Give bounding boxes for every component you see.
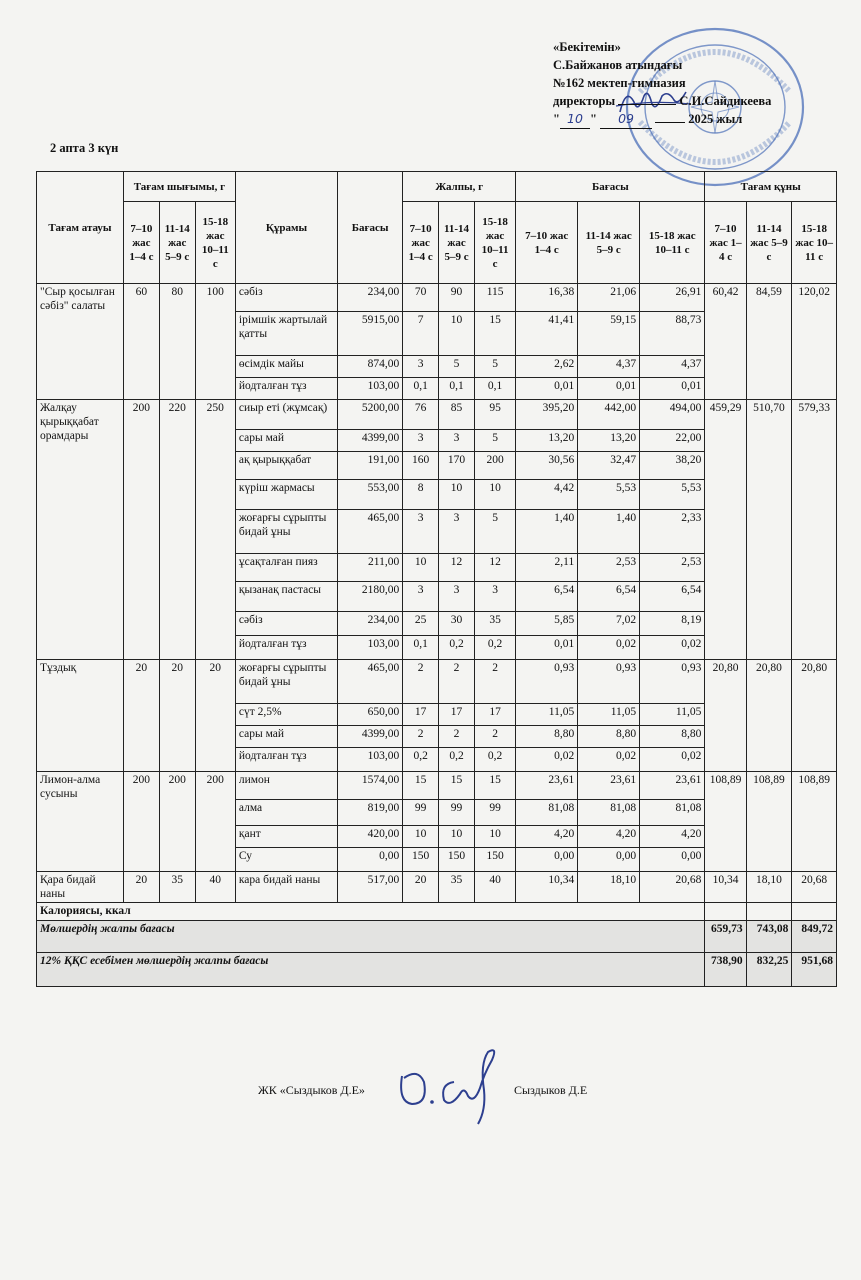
header-age: 7–10 жас 1–4 с bbox=[516, 202, 578, 284]
ingredient-cost: 0,93 bbox=[516, 660, 578, 704]
header-age: 15-18 жас 10–11 с bbox=[792, 202, 837, 284]
ingredient-cost: 26,91 bbox=[640, 284, 705, 312]
ingredient-row bbox=[37, 400, 837, 430]
approval-block bbox=[553, 38, 771, 129]
calories-label: Калориясы, ккал bbox=[37, 903, 705, 921]
header-cost: Бағасы bbox=[516, 172, 705, 202]
ingredient-price: 517,00 bbox=[338, 872, 403, 903]
ingredient-cost: 8,80 bbox=[516, 726, 578, 748]
ingredient-name: жоғарғы сұрыпты бидай ұны bbox=[235, 510, 337, 554]
header-age: 15-18 жас 10–11 с bbox=[474, 202, 515, 284]
ingredient-cost: 38,20 bbox=[640, 452, 705, 480]
ingredient-price: 5915,00 bbox=[338, 312, 403, 356]
ingredient-cost: 81,08 bbox=[578, 800, 640, 826]
dish-value: 20,68 bbox=[792, 872, 837, 903]
ingredient-grams: 10 bbox=[474, 480, 515, 510]
ingredient-cost: 0,02 bbox=[578, 748, 640, 772]
ingredient-grams: 70 bbox=[403, 284, 439, 312]
ingredient-grams: 15 bbox=[403, 772, 439, 800]
ingredient-grams: 25 bbox=[403, 612, 439, 636]
ingredient-grams: 20 bbox=[403, 872, 439, 903]
ingredient-name: жоғарғы сұрыпты бидай ұны bbox=[235, 660, 337, 704]
ingredient-cost: 23,61 bbox=[516, 772, 578, 800]
school-name-line: С.Байжанов атындағы bbox=[553, 58, 683, 72]
ingredient-name: сәбіз bbox=[235, 612, 337, 636]
ingredient-cost: 0,93 bbox=[640, 660, 705, 704]
total-label: Мөлшердің жалпы бағасы bbox=[37, 921, 705, 953]
ingredient-grams: 8 bbox=[403, 480, 439, 510]
director-line bbox=[553, 92, 771, 110]
vat-value: 738,90 bbox=[705, 953, 746, 987]
ingredient-grams: 2 bbox=[439, 660, 475, 704]
ingredient-grams: 0,2 bbox=[439, 748, 475, 772]
dish-yield: 40 bbox=[195, 872, 235, 903]
ingredient-grams: 10 bbox=[403, 554, 439, 582]
ingredient-cost: 18,10 bbox=[578, 872, 640, 903]
ingredient-name: ақ қырыққабат bbox=[235, 452, 337, 480]
ingredient-name: лимон bbox=[235, 772, 337, 800]
ingredient-cost: 2,62 bbox=[516, 356, 578, 378]
dish-value: 20,80 bbox=[746, 660, 792, 772]
ingredient-grams: 99 bbox=[403, 800, 439, 826]
ingredient-grams: 150 bbox=[474, 848, 515, 872]
director-name: С.И.Сайдикеева bbox=[679, 94, 772, 108]
ingredient-cost: 6,54 bbox=[516, 582, 578, 612]
ingredient-cost: 6,54 bbox=[578, 582, 640, 612]
ingredient-grams: 3 bbox=[439, 582, 475, 612]
total-value: 849,72 bbox=[792, 921, 837, 953]
ingredient-cost: 4,37 bbox=[640, 356, 705, 378]
ingredient-cost: 0,01 bbox=[516, 378, 578, 400]
ingredient-cost: 16,38 bbox=[516, 284, 578, 312]
ingredient-cost: 0,02 bbox=[640, 748, 705, 772]
ingredient-cost: 10,34 bbox=[516, 872, 578, 903]
dish-yield: 80 bbox=[159, 284, 195, 400]
ingredient-grams: 30 bbox=[439, 612, 475, 636]
ingredient-cost: 81,08 bbox=[640, 800, 705, 826]
ingredient-name: сары май bbox=[235, 726, 337, 748]
dish-name: "Сыр қосылған сәбіз" салаты bbox=[37, 284, 124, 400]
ingredient-cost: 2,33 bbox=[640, 510, 705, 554]
ingredient-name: сәбіз bbox=[235, 284, 337, 312]
ingredient-cost: 41,41 bbox=[516, 312, 578, 356]
ingredient-grams: 7 bbox=[403, 312, 439, 356]
ingredient-grams: 0,1 bbox=[403, 378, 439, 400]
dish-value: 60,42 bbox=[705, 284, 746, 400]
ingredient-cost: 494,00 bbox=[640, 400, 705, 430]
header-dish-value: Тағам құны bbox=[705, 172, 837, 202]
ingredient-grams: 5 bbox=[474, 430, 515, 452]
ingredient-cost: 22,00 bbox=[640, 430, 705, 452]
ingredient-grams: 5 bbox=[474, 356, 515, 378]
approval-title: «Бекітемін» bbox=[553, 40, 621, 54]
dish-name: Лимон-алма сусыны bbox=[37, 772, 124, 872]
ingredient-grams: 160 bbox=[403, 452, 439, 480]
supplier-company: ЖК «Сыздыков Д.Е» bbox=[258, 1083, 365, 1097]
ingredient-grams: 0,2 bbox=[403, 748, 439, 772]
vat-label: 12% ҚҚС есебімен мөлшердің жалпы бағасы bbox=[37, 953, 705, 987]
dish-value: 579,33 bbox=[792, 400, 837, 660]
ingredient-cost: 11,05 bbox=[516, 704, 578, 726]
ingredient-cost: 30,56 bbox=[516, 452, 578, 480]
dish-value: 108,89 bbox=[792, 772, 837, 872]
ingredient-cost: 81,08 bbox=[516, 800, 578, 826]
ingredient-cost: 4,20 bbox=[578, 826, 640, 848]
ingredient-grams: 15 bbox=[474, 312, 515, 356]
dish-value: 10,34 bbox=[705, 872, 746, 903]
ingredient-cost: 0,02 bbox=[516, 748, 578, 772]
ingredient-price: 103,00 bbox=[338, 748, 403, 772]
ingredient-name: сүт 2,5% bbox=[235, 704, 337, 726]
ingredient-cost: 0,02 bbox=[640, 636, 705, 660]
ingredient-grams: 0,2 bbox=[474, 748, 515, 772]
school-number-line: №162 мектеп-гимназия bbox=[553, 76, 686, 90]
director-label: директоры bbox=[553, 94, 616, 108]
ingredient-name: сары май bbox=[235, 430, 337, 452]
ingredient-cost: 20,68 bbox=[640, 872, 705, 903]
dish-yield: 250 bbox=[195, 400, 235, 660]
ingredient-cost: 7,02 bbox=[578, 612, 640, 636]
ingredient-cost: 32,47 bbox=[578, 452, 640, 480]
dish-yield: 20 bbox=[123, 660, 159, 772]
ingredient-price: 650,00 bbox=[338, 704, 403, 726]
ingredient-cost: 4,42 bbox=[516, 480, 578, 510]
ingredient-grams: 150 bbox=[403, 848, 439, 872]
header-total-grams: Жалпы, г bbox=[403, 172, 516, 202]
ingredient-name: күріш жармасы bbox=[235, 480, 337, 510]
ingredient-price: 465,00 bbox=[338, 660, 403, 704]
ingredient-grams: 3 bbox=[439, 430, 475, 452]
header-composition: Құрамы bbox=[235, 172, 337, 284]
dish-yield: 200 bbox=[195, 772, 235, 872]
dish-yield: 100 bbox=[195, 284, 235, 400]
ingredient-price: 0,00 bbox=[338, 848, 403, 872]
ingredient-grams: 15 bbox=[474, 772, 515, 800]
ingredient-price: 191,00 bbox=[338, 452, 403, 480]
ingredient-name: қант bbox=[235, 826, 337, 848]
ingredient-row bbox=[37, 872, 837, 903]
ingredient-cost: 2,53 bbox=[640, 554, 705, 582]
ingredient-name: йодталған тұз bbox=[235, 378, 337, 400]
ingredient-name: ұсақталған пияз bbox=[235, 554, 337, 582]
ingredient-cost: 0,00 bbox=[640, 848, 705, 872]
dish-value: 20,80 bbox=[792, 660, 837, 772]
ingredient-grams: 3 bbox=[439, 510, 475, 554]
ingredient-cost: 1,40 bbox=[578, 510, 640, 554]
ingredient-grams: 0,2 bbox=[439, 636, 475, 660]
ingredient-cost: 23,61 bbox=[578, 772, 640, 800]
ingredient-grams: 3 bbox=[403, 510, 439, 554]
ingredient-grams: 17 bbox=[439, 704, 475, 726]
header-age: 7–10 жас 1–4 с bbox=[705, 202, 746, 284]
ingredient-name: йодталған тұз bbox=[235, 636, 337, 660]
ingredient-price: 420,00 bbox=[338, 826, 403, 848]
ingredient-grams: 10 bbox=[439, 480, 475, 510]
ingredient-name: сиыр еті (жұмсақ) bbox=[235, 400, 337, 430]
date-month: 09 bbox=[600, 110, 652, 129]
ingredient-cost: 11,05 bbox=[640, 704, 705, 726]
ingredient-grams: 0,1 bbox=[439, 378, 475, 400]
ingredient-cost: 2,11 bbox=[516, 554, 578, 582]
ingredient-row bbox=[37, 660, 837, 704]
date-year: 2025 жыл bbox=[688, 112, 743, 126]
ingredient-price: 234,00 bbox=[338, 284, 403, 312]
ingredient-cost: 5,53 bbox=[640, 480, 705, 510]
vat-row bbox=[37, 953, 837, 987]
ingredient-cost: 21,06 bbox=[578, 284, 640, 312]
header-age: 11-14 жас 5–9 с bbox=[578, 202, 640, 284]
ingredient-grams: 35 bbox=[439, 872, 475, 903]
calories-row bbox=[37, 903, 837, 921]
ingredient-row bbox=[37, 772, 837, 800]
ingredient-grams: 200 bbox=[474, 452, 515, 480]
ingredient-grams: 10 bbox=[439, 312, 475, 356]
ingredient-price: 1574,00 bbox=[338, 772, 403, 800]
dish-value: 84,59 bbox=[746, 284, 792, 400]
ingredient-cost: 0,01 bbox=[578, 378, 640, 400]
ingredient-price: 5200,00 bbox=[338, 400, 403, 430]
total-value: 659,73 bbox=[705, 921, 746, 953]
ingredient-grams: 2 bbox=[474, 660, 515, 704]
ingredient-grams: 2 bbox=[403, 726, 439, 748]
dish-name: Жалқау қырыққабат орамдары bbox=[37, 400, 124, 660]
ingredient-grams: 150 bbox=[439, 848, 475, 872]
ingredient-grams: 5 bbox=[439, 356, 475, 378]
ingredient-cost: 5,85 bbox=[516, 612, 578, 636]
ingredient-grams: 2 bbox=[474, 726, 515, 748]
date-day: 10 bbox=[560, 110, 590, 129]
dish-name: Тұздық bbox=[37, 660, 124, 772]
ingredient-grams: 10 bbox=[403, 826, 439, 848]
header-age: 15-18 жас 10–11 с bbox=[640, 202, 705, 284]
ingredient-grams: 2 bbox=[403, 660, 439, 704]
dish-yield: 20 bbox=[159, 660, 195, 772]
ingredient-cost: 11,05 bbox=[578, 704, 640, 726]
ingredient-name: өсімдік майы bbox=[235, 356, 337, 378]
dish-yield: 220 bbox=[159, 400, 195, 660]
dish-yield: 200 bbox=[123, 772, 159, 872]
ingredient-grams: 2 bbox=[439, 726, 475, 748]
ingredient-cost: 442,00 bbox=[578, 400, 640, 430]
ingredient-price: 553,00 bbox=[338, 480, 403, 510]
ingredient-grams: 115 bbox=[474, 284, 515, 312]
ingredient-price: 819,00 bbox=[338, 800, 403, 826]
ingredient-grams: 3 bbox=[403, 430, 439, 452]
ingredient-grams: 0,2 bbox=[474, 636, 515, 660]
supplier-signer: Сыздыков Д.Е bbox=[514, 1083, 588, 1097]
ingredient-cost: 0,01 bbox=[640, 378, 705, 400]
header-age: 11-14 жас 5–9 с bbox=[159, 202, 195, 284]
ingredient-cost: 8,19 bbox=[640, 612, 705, 636]
ingredient-grams: 95 bbox=[474, 400, 515, 430]
ingredient-cost: 5,53 bbox=[578, 480, 640, 510]
header-age: 11-14 жас 5–9 с bbox=[746, 202, 792, 284]
ingredient-grams: 17 bbox=[474, 704, 515, 726]
ingredient-cost: 0,93 bbox=[578, 660, 640, 704]
ingredient-grams: 0,1 bbox=[403, 636, 439, 660]
ingredient-cost: 23,61 bbox=[640, 772, 705, 800]
menu-table bbox=[36, 171, 837, 987]
ingredient-cost: 13,20 bbox=[578, 430, 640, 452]
dish-yield: 200 bbox=[123, 400, 159, 660]
header-age: 15-18 жас 10–11 с bbox=[195, 202, 235, 284]
header-age: 11-14 жас 5–9 с bbox=[439, 202, 475, 284]
dish-yield: 20 bbox=[123, 872, 159, 903]
vat-value: 832,25 bbox=[746, 953, 792, 987]
total-row bbox=[37, 921, 837, 953]
ingredient-cost: 8,80 bbox=[640, 726, 705, 748]
vat-value: 951,68 bbox=[792, 953, 837, 987]
ingredient-price: 103,00 bbox=[338, 378, 403, 400]
header-food-name: Тағам атауы bbox=[37, 172, 124, 284]
ingredient-cost: 88,73 bbox=[640, 312, 705, 356]
ingredient-cost: 4,37 bbox=[578, 356, 640, 378]
ingredient-grams: 12 bbox=[474, 554, 515, 582]
supplier-signature bbox=[388, 1030, 508, 1130]
total-value: 743,08 bbox=[746, 921, 792, 953]
ingredient-grams: 99 bbox=[439, 800, 475, 826]
dish-value: 20,80 bbox=[705, 660, 746, 772]
ingredient-cost: 0,02 bbox=[578, 636, 640, 660]
ingredient-row bbox=[37, 284, 837, 312]
ingredient-price: 234,00 bbox=[338, 612, 403, 636]
ingredient-name: қызанақ пастасы bbox=[235, 582, 337, 612]
ingredient-grams: 10 bbox=[474, 826, 515, 848]
dish-yield: 35 bbox=[159, 872, 195, 903]
ingredient-cost: 0,00 bbox=[578, 848, 640, 872]
dish-value: 459,29 bbox=[705, 400, 746, 660]
ingredient-grams: 35 bbox=[474, 612, 515, 636]
ingredient-price: 103,00 bbox=[338, 636, 403, 660]
ingredient-name: йодталған тұз bbox=[235, 748, 337, 772]
ingredient-price: 2180,00 bbox=[338, 582, 403, 612]
ingredient-cost: 59,15 bbox=[578, 312, 640, 356]
ingredient-name: ірімшік жартылай қатты bbox=[235, 312, 337, 356]
ingredient-grams: 99 bbox=[474, 800, 515, 826]
ingredient-cost: 13,20 bbox=[516, 430, 578, 452]
ingredient-price: 465,00 bbox=[338, 510, 403, 554]
ingredient-name: алма bbox=[235, 800, 337, 826]
ingredient-grams: 90 bbox=[439, 284, 475, 312]
ingredient-cost: 0,00 bbox=[516, 848, 578, 872]
ingredient-grams: 170 bbox=[439, 452, 475, 480]
header-yield: Тағам шығымы, г bbox=[123, 172, 235, 202]
ingredient-grams: 76 bbox=[403, 400, 439, 430]
ingredient-price: 4399,00 bbox=[338, 430, 403, 452]
ingredient-cost: 6,54 bbox=[640, 582, 705, 612]
dish-value: 120,02 bbox=[792, 284, 837, 400]
ingredient-cost: 1,40 bbox=[516, 510, 578, 554]
header-age: 7–10 жас 1–4 с bbox=[403, 202, 439, 284]
ingredient-grams: 0,1 bbox=[474, 378, 515, 400]
ingredient-grams: 15 bbox=[439, 772, 475, 800]
ingredient-cost: 8,80 bbox=[578, 726, 640, 748]
ingredient-grams: 5 bbox=[474, 510, 515, 554]
ingredient-grams: 3 bbox=[403, 582, 439, 612]
header-age: 7–10 жас 1–4 с bbox=[123, 202, 159, 284]
dish-value: 108,89 bbox=[746, 772, 792, 872]
dish-yield: 60 bbox=[123, 284, 159, 400]
ingredient-cost: 2,53 bbox=[578, 554, 640, 582]
ingredient-grams: 40 bbox=[474, 872, 515, 903]
dish-value: 18,10 bbox=[746, 872, 792, 903]
dish-yield: 200 bbox=[159, 772, 195, 872]
header-price: Бағасы bbox=[338, 172, 403, 284]
ingredient-grams: 10 bbox=[439, 826, 475, 848]
approval-date: " 10 " 09 2025 жыл bbox=[553, 110, 771, 129]
menu-body bbox=[37, 284, 837, 903]
ingredient-cost: 4,20 bbox=[516, 826, 578, 848]
dish-name: Қара бидай наны bbox=[37, 872, 124, 903]
week-day-label: 2 апта 3 күн bbox=[50, 141, 119, 155]
ingredient-cost: 4,20 bbox=[640, 826, 705, 848]
ingredient-cost: 395,20 bbox=[516, 400, 578, 430]
ingredient-price: 211,00 bbox=[338, 554, 403, 582]
ingredient-grams: 12 bbox=[439, 554, 475, 582]
ingredient-grams: 85 bbox=[439, 400, 475, 430]
ingredient-name: Су bbox=[235, 848, 337, 872]
dish-value: 510,70 bbox=[746, 400, 792, 660]
ingredient-cost: 0,01 bbox=[516, 636, 578, 660]
ingredient-name: кара бидай наны bbox=[235, 872, 337, 903]
ingredient-grams: 17 bbox=[403, 704, 439, 726]
ingredient-price: 874,00 bbox=[338, 356, 403, 378]
ingredient-price: 4399,00 bbox=[338, 726, 403, 748]
ingredient-grams: 3 bbox=[403, 356, 439, 378]
dish-yield: 20 bbox=[195, 660, 235, 772]
dish-value: 108,89 bbox=[705, 772, 746, 872]
ingredient-grams: 3 bbox=[474, 582, 515, 612]
